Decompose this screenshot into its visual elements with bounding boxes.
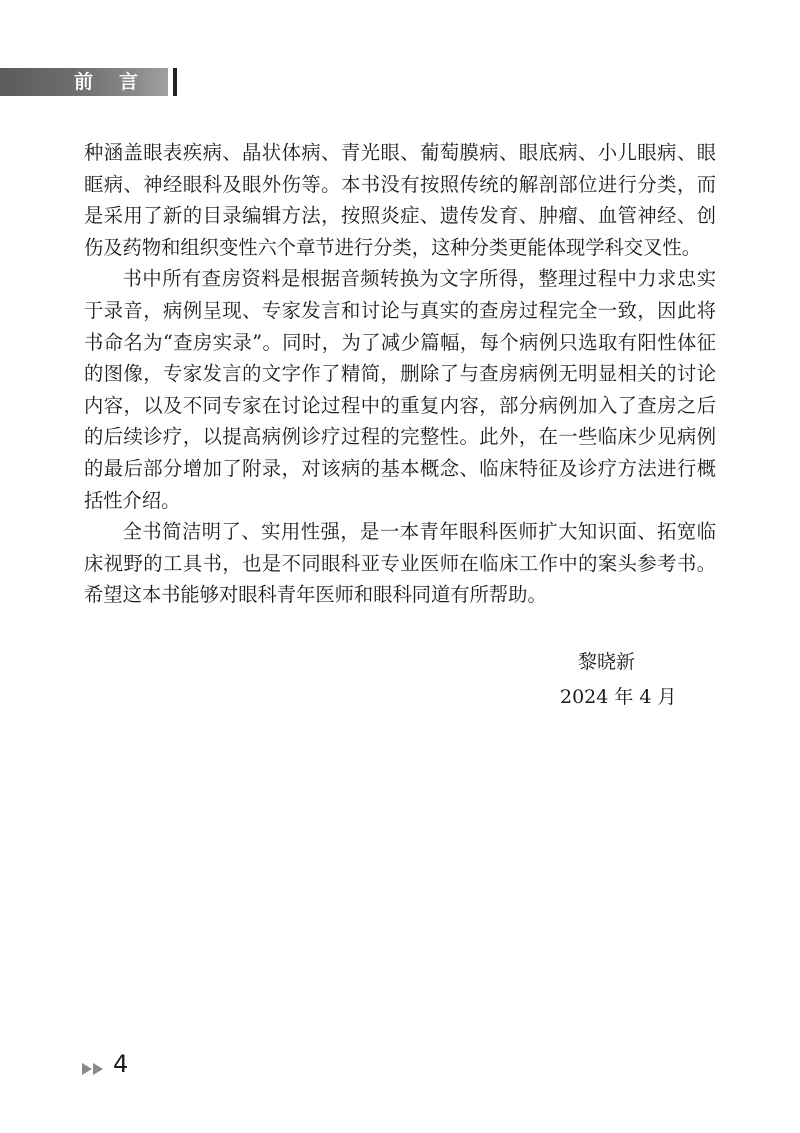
arrow-right-icon xyxy=(93,1063,103,1075)
author-signature: 黎晓新 xyxy=(578,651,636,673)
signature-date: 2024 年 4 月 xyxy=(560,686,677,708)
double-arrow-icon xyxy=(82,1058,103,1080)
paragraph-3: 全书简洁明了、实用性强，是一本青年眼科医师扩大知识面、拓宽临床视野的工具书，也是不同眼科亚专业医师在临床工作中的案头参考书。希望这本书能够对眼科青年医师和眼科同道有所帮助。 xyxy=(84,520,716,607)
paragraph-1: 种涵盖眼表疾病、晶状体病、青光眼、葡萄膜病、眼底病、小儿眼病、眼眶病、神经眼科及眼外伤等。本书没有按照传统的解剖部位进行分类，而是采用了新的目录编辑方法，按照炎症、遗传发育、肿瘤、血管神经、创伤及药物和组织变性六个章节进行分类，这种分类更能体现学科交叉性。 xyxy=(84,141,716,259)
section-title: 前言 xyxy=(74,71,165,93)
section-header-mark xyxy=(173,68,177,96)
preface-body xyxy=(84,137,716,611)
paragraph-2: 书中所有查房资料是根据音频转换为文字所得，整理过程中力求忠实于录音，病例呈现、专家发言和讨论与真实的查房过程完全一致，因此将书命名为“查房实录”。同时，为了减少篇幅，每个病例只选取有阳性体征的图像，专家发言的文字作了精简，删除了与查房病例无明显相关的讨论内容，以及不同专家在讨论过程中的重复内容，部分病例加入了查房之后的后续诊疗，以提高病例诊疗过程的完整性。此外，在一些临床少见病例的最后部分增加了附录，对该病的基本概念、临床特征及诊疗方法进行概括性介绍。 xyxy=(84,267,716,512)
arrow-right-icon xyxy=(82,1063,92,1075)
page-number: 4 xyxy=(113,1050,129,1078)
